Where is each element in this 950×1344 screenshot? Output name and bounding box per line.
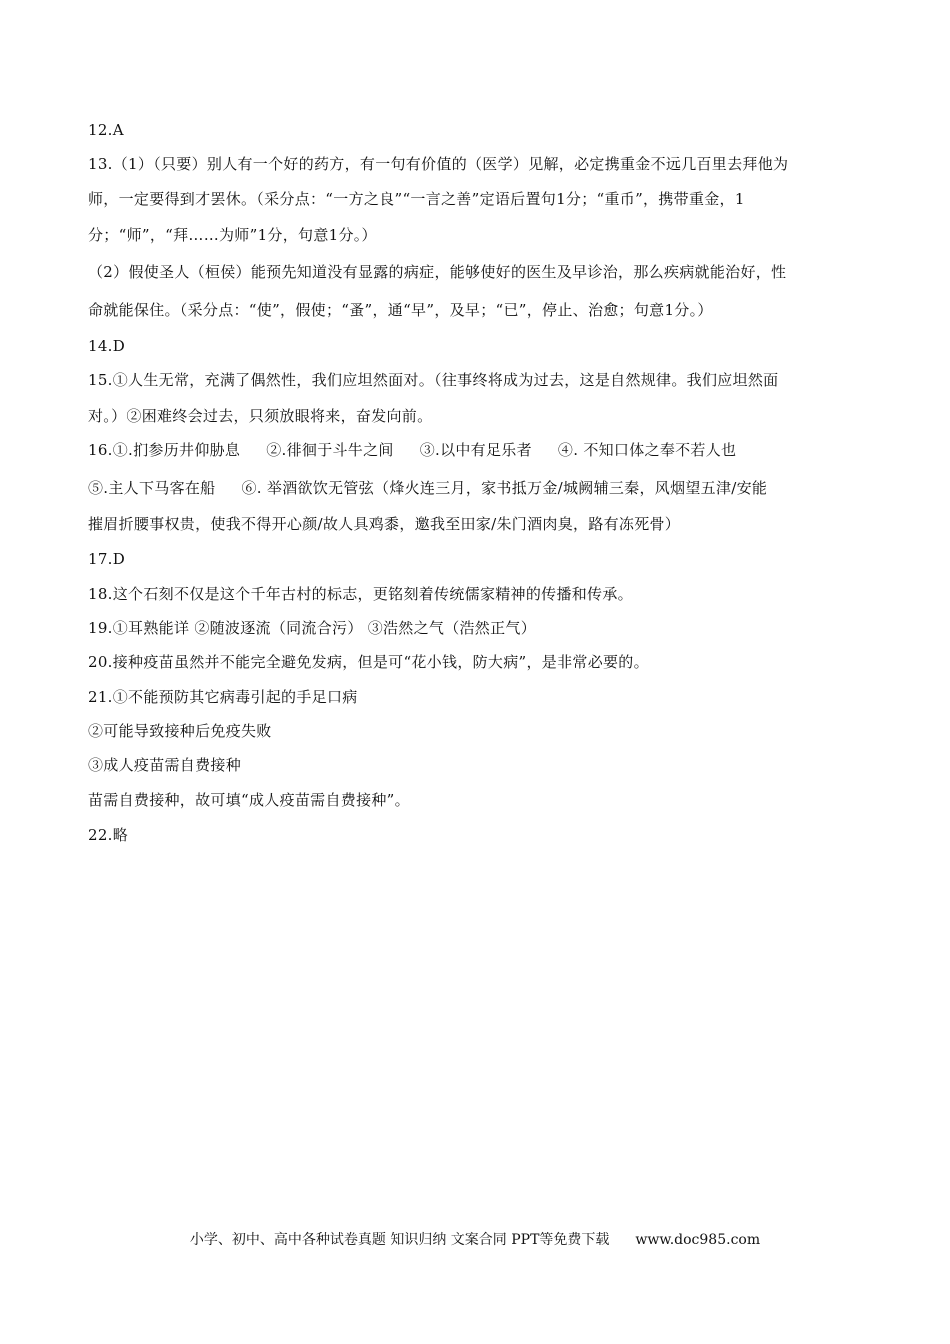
answer-16-item-6: ⑥. 举酒欲饮无管弦（烽火连三月，家书抵万金/城阙辅三秦，风烟望五津/安能 — [241, 479, 768, 497]
answer-13-line-5: 命就能保住。（采分点：“使”，假使；“蚤”，通“早”，及早；“已”，停止、治愈；句意1分。） — [88, 301, 713, 319]
answer-14: 14.D — [88, 337, 126, 355]
answer-13-line-2: 师，一定要得到才罢休。（采分点：“一方之良”“一言之善”定语后置句1分；“重币”，携带重金，1 — [88, 190, 745, 208]
page-footer — [0, 1230, 950, 1250]
answer-12: 12.A — [88, 121, 124, 139]
answer-13-line-4: （2）假使圣人（桓侯）能预先知道没有显露的病症，能够使好的医生及早诊治，那么疾病就能治好，性 — [88, 263, 787, 281]
answer-17: 17.D — [88, 550, 126, 568]
footer-url[interactable]: www.doc985.com — [635, 1232, 761, 1248]
footer-text: 小学、初中、高中各种试卷真题 知识归纳 文案合同 PPT等免费下载 — [189, 1232, 610, 1248]
answer-21-line-2: ②可能导致接种后免疫失败 — [88, 722, 272, 740]
answer-16-item-4: ④. 不知口体之奉不若人也 — [557, 441, 737, 459]
answer-18: 18.这个石刻不仅是这个千年古村的标志，更铭刻着传统儒家精神的传播和传承。 — [88, 585, 633, 603]
answer-22: 22.略 — [88, 826, 129, 844]
answer-20: 20.接种疫苗虽然并不能完全避免发病，但是可“花小钱，防大病”，是非常必要的。 — [88, 653, 649, 671]
answer-15-line-2: 对。）②困难终会过去，只须放眼将来，奋发向前。 — [88, 407, 433, 425]
answer-15-line-1: 15.①人生无常，充满了偶然性，我们应坦然面对。（往事终将成为过去，这是自然规律。我们应坦然面 — [88, 371, 779, 389]
answer-21-line-4: 苗需自费接种，故可填“成人疫苗需自费接种”。 — [88, 791, 410, 809]
answer-16-item-5: ⑤.主人下马客在船 — [88, 479, 216, 497]
answer-21-line-3: ③成人疫苗需自费接种 — [88, 756, 242, 774]
answer-16-item-2: ②.徘徊于斗牛之间 — [266, 441, 394, 459]
answer-16-line-1 — [88, 440, 878, 460]
answer-19: 19.①耳熟能详 ②随波逐流（同流合污） ③浩然之气（浩然正气） — [88, 619, 536, 637]
answer-16-item-3: ③.以中有足乐者 — [419, 441, 532, 459]
answer-16-item-1: 16.①.扪参历井仰胁息 — [88, 441, 241, 459]
answer-13-line-1: 13.（1）（只要）别人有一个好的药方，有一句有价值的（医学）见解，必定携重金不远几百里去拜他为 — [88, 155, 789, 173]
answer-16-line-3: 摧眉折腰事权贵，使我不得开心颜/故人具鸡黍，邀我至田家/朱门酒肉臭，路有冻死骨） — [88, 515, 681, 533]
answer-13-line-3: 分；“师”，“拜……为师”1分，句意1分。） — [88, 226, 377, 244]
answer-21-line-1: 21.①不能预防其它病毒引起的手足口病 — [88, 688, 358, 706]
answer-16-line-2 — [88, 478, 878, 498]
